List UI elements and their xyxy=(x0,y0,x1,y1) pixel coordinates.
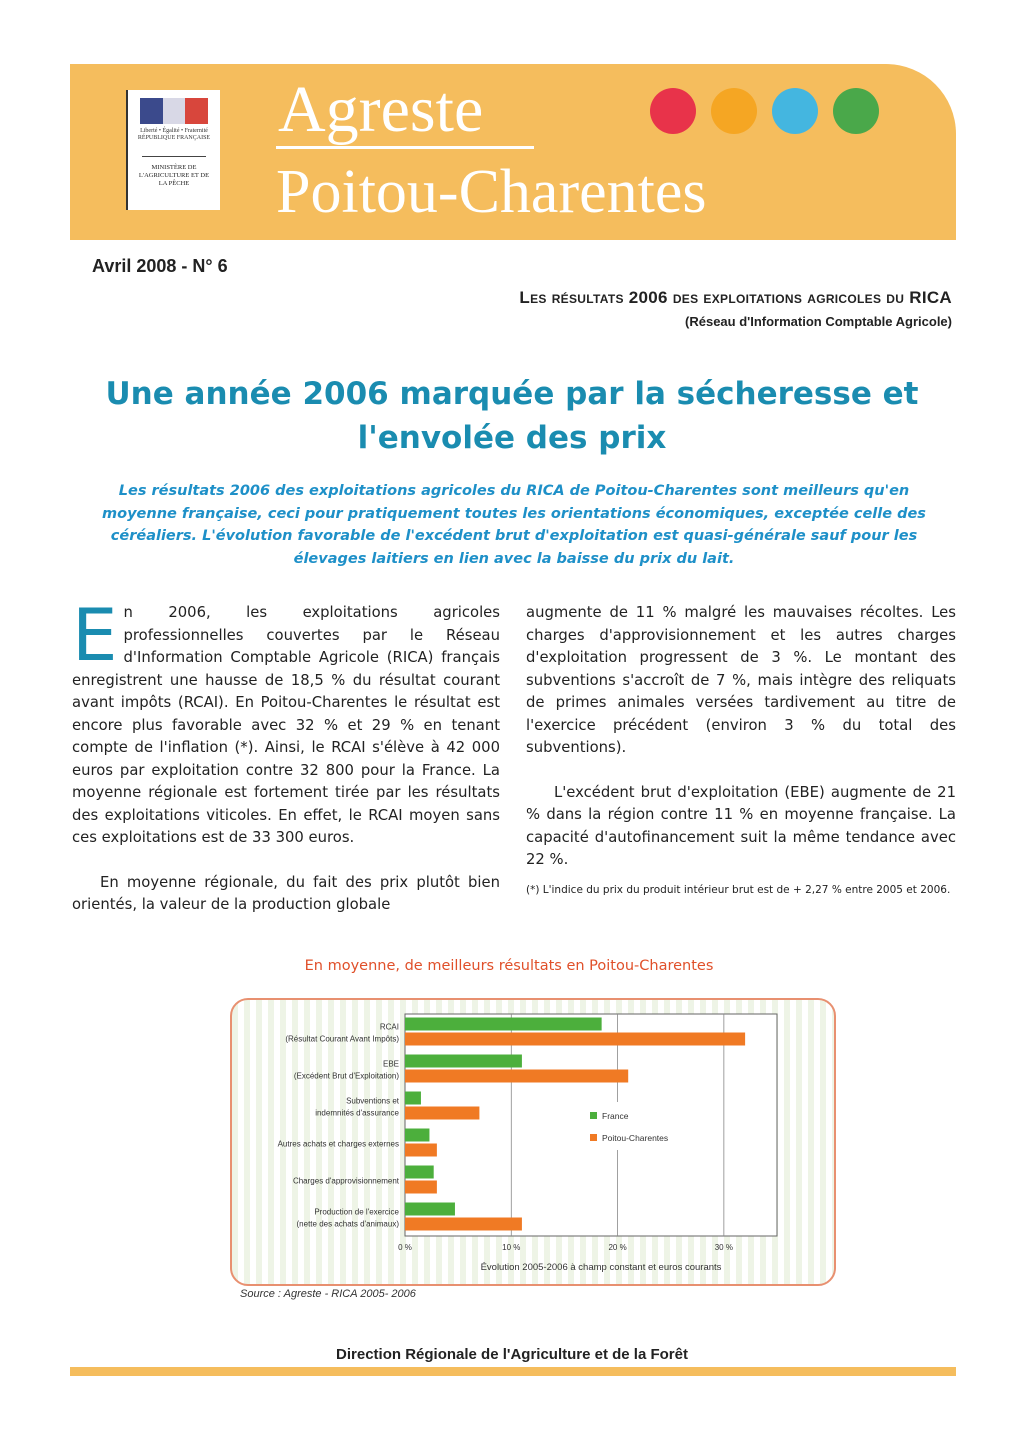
bar-france xyxy=(405,1129,429,1142)
legend-label: Poitou-Charentes xyxy=(602,1133,669,1143)
footer-rule xyxy=(70,1367,956,1376)
marianne-flag-icon xyxy=(140,98,208,124)
logo-ministry: MINISTÈRE DE L'AGRICULTURE ET DE LA PÊCHE xyxy=(138,164,210,187)
bar-poitou-charentes xyxy=(405,1107,479,1120)
footnote: (*) L'indice du prix du produit intérieur brut est de + 2,27 % entre 2005 et 2006. xyxy=(526,883,951,896)
bar-france xyxy=(405,1018,602,1031)
body-paragraph-1: En 2006, les exploitations agricoles professionnelles couvertes par le Réseau d'Information Comptable Agricole (RICA) français enregistrent une hausse de 18,5 % du résultat courant avant impôts (RCAI). En Poitou-Charentes le résultat est encore plus favorable avec 32 % et 29 % en tenant compte de l'inflation (*). Ainsi, le RCAI s'élève à 42 000 euros par exploitation contre 32 800 pour la France. La moyenne régionale est fortement tirée par les résultats des exploitations viticoles. En effet, le RCAI moyen sans ces exploitations est de 33 300 euros. xyxy=(72,593,500,846)
legend-swatch xyxy=(590,1112,597,1119)
category-label: (nette des achats d'animaux) xyxy=(296,1219,399,1229)
x-tick-label: 10 % xyxy=(502,1243,521,1252)
category-label: (Résultat Courant Avant Impôts) xyxy=(285,1034,399,1044)
chart-frame xyxy=(230,998,836,1286)
brand-title-agreste: Agreste xyxy=(278,73,484,146)
bar-france xyxy=(405,1203,455,1216)
bar-france xyxy=(405,1092,421,1105)
logo-motto: Liberté • Égalité • Fraternité RÉPUBLIQUE FRANÇAISE xyxy=(137,128,211,141)
bar-france xyxy=(405,1166,434,1179)
ministry-logo xyxy=(126,90,220,210)
footer-organization: Direction Régionale de l'Agriculture et de la Forêt xyxy=(336,1346,688,1363)
x-tick-label: 20 % xyxy=(608,1243,627,1252)
category-label: EBE xyxy=(382,1059,399,1069)
body-paragraph-3: L'excédent brut d'exploitation (EBE) augmente de 21 % dans la région contre 11 % en moyenne française. La capacité d'autofinancement suit la même tendance avec 22 %. xyxy=(526,783,956,868)
dot-green-icon xyxy=(833,88,879,134)
legend-swatch xyxy=(590,1134,597,1141)
body-paragraph-2-continued: augmente de 11 % malgré les mauvaises récoltes. Les charges d'approvisionnement et les autres charges d'exploitation progressent de 3 %. Le montant des subventions s'accroît de 7 %, mais intègre des reliquats de primes animales versées tardivement au titre de l'exercice précédent (environ 3 % du total des subventions). xyxy=(526,604,956,756)
masthead-banner xyxy=(70,64,956,240)
body-paragraph-2: En moyenne régionale, du fait des prix plutôt bien orientés, la valeur de la production globale xyxy=(72,873,500,913)
category-label: Charges d'approvisionnement xyxy=(292,1176,399,1186)
drop-cap: E xyxy=(72,593,118,677)
x-tick-label: 30 % xyxy=(714,1243,733,1252)
bar-france xyxy=(405,1055,522,1068)
bar-poitou-charentes xyxy=(405,1144,437,1157)
brand-title-region: Poitou-Charentes xyxy=(276,158,707,226)
dot-orange-icon xyxy=(711,88,757,134)
x-tick-label: 0 % xyxy=(398,1243,412,1252)
lead-paragraph: Les résultats 2006 des exploitations agricoles du RICA de Poitou-Charentes sont meilleurs qu'en moyenne française, ceci pour pratiquement toutes les orientations économiques, exceptée celle des céréaliers. L'évolution favorable de l'excédent brut d'exploitation est quasi-générale sauf pour les élevages laitiers en lien avec la baisse du prix du lait. xyxy=(102,483,926,567)
body-column-left xyxy=(72,593,500,917)
dot-red-icon xyxy=(650,88,696,134)
category-label: (Excédent Brut d'Exploitation) xyxy=(293,1071,399,1081)
series-title: Les résultats 2006 des exploitations agricoles du RICA xyxy=(519,288,952,307)
category-label: indemnités d'assurance xyxy=(315,1108,399,1118)
bar-poitou-charentes xyxy=(405,1181,437,1194)
dot-blue-icon xyxy=(772,88,818,134)
body-column-right xyxy=(526,602,956,922)
bar-poitou-charentes xyxy=(405,1070,628,1083)
headline: Une année 2006 marquée par la sécheresse et l'envolée des prix xyxy=(105,376,919,456)
category-label: Autres achats et charges externes xyxy=(277,1139,399,1149)
x-axis-label: Évolution 2005-2006 à champ constant et euros courants xyxy=(480,1262,722,1273)
chart-title: En moyenne, de meilleurs résultats en Poitou-Charentes xyxy=(304,958,714,974)
category-label: Subventions et xyxy=(346,1096,399,1106)
bar-poitou-charentes xyxy=(405,1218,522,1231)
issue-number: Avril 2008 - N° 6 xyxy=(92,256,228,276)
category-label: Production de l'exercice xyxy=(314,1207,399,1217)
bar-chart xyxy=(232,1000,834,1284)
category-label: RCAI xyxy=(379,1022,399,1032)
legend-label: France xyxy=(602,1111,629,1121)
chart-source: Source : Agreste - RICA 2005- 2006 xyxy=(240,1288,416,1300)
series-subtitle: (Réseau d'Information Comptable Agricole) xyxy=(685,314,952,329)
bar-poitou-charentes xyxy=(405,1033,745,1046)
